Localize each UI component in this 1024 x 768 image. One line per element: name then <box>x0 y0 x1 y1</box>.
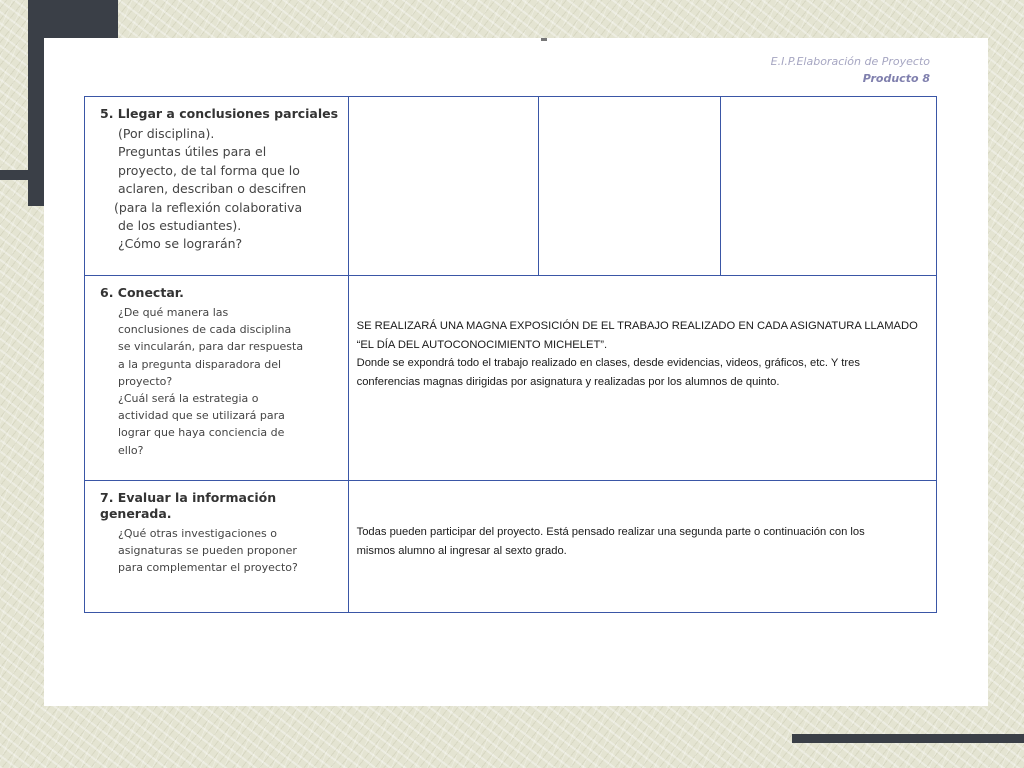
description-line: (para la reflexión colaborativa <box>114 199 303 215</box>
description-line: de los estudiantes). <box>118 218 242 234</box>
description-line: ¿Cómo se lograrán? <box>118 236 243 252</box>
content-line: Donde se expondrá todo el trabajo realizado en clases, desde evidencias, videos, gráficos, etc. Y tres <box>356 357 860 370</box>
page-header <box>771 53 930 87</box>
content-line: conferencias magnas dirigidas por asignatura y realizadas por los alumnos de quinto. <box>356 375 780 388</box>
content-line: mismos alumno al ingresar al sexto grado. <box>356 544 567 557</box>
description-line: (Por disciplina). <box>118 126 215 141</box>
page-marker <box>541 38 547 41</box>
table-row-conclusions <box>85 97 937 276</box>
row-description <box>118 525 348 577</box>
description-line: para complementar el proyecto? <box>118 561 298 575</box>
row-content <box>349 317 936 391</box>
content-line: SE REALIZARÁ UNA MAGNA EXPOSICIÓN DE EL TRABAJO REALIZADO EN CADA ASIGNATURA LLAMADO <box>356 320 918 332</box>
description-line: lograr que haya conciencia de <box>118 426 285 440</box>
row-label-cell <box>85 97 349 276</box>
slide-page <box>44 38 988 706</box>
content-line: Todas pueden participar del proyecto. Está pensado realizar una segunda parte o continuación con los <box>356 526 865 538</box>
empty-cell <box>721 97 937 276</box>
description-line: conclusiones de cada disciplina <box>118 323 292 337</box>
row-label-cell <box>85 481 349 613</box>
project-table <box>84 96 937 613</box>
description-line: ello? <box>118 443 144 457</box>
table-row-connect <box>85 276 937 481</box>
description-line: se vincularán, para dar respuesta <box>118 340 304 354</box>
row-content-cell <box>348 481 936 613</box>
row-heading: 7. Evaluar la información generada. <box>100 490 277 521</box>
description-line: ¿Qué otras investigaciones o <box>118 527 277 540</box>
description-line: proyecto, de tal forma que lo <box>118 162 300 178</box>
row-description <box>118 304 348 459</box>
description-line: ¿Cuál será la estrategia o <box>118 392 259 406</box>
decorative-bar-right <box>792 734 1024 743</box>
row-heading: 5. Llegar a conclusiones parciales <box>100 106 339 121</box>
table-row-evaluate <box>85 481 937 613</box>
description-line: ¿De qué manera las <box>118 306 229 319</box>
description-line: asignaturas se pueden proponer <box>118 544 297 558</box>
content-line: “EL DÍA DEL AUTOCONOCIMIENTO MICHELET”. <box>356 338 608 351</box>
row-content-cell <box>348 276 936 481</box>
description-line: Preguntas útiles para el <box>118 144 267 160</box>
row-label-cell <box>85 276 349 481</box>
row-description <box>114 125 348 254</box>
empty-cell <box>539 97 721 276</box>
empty-cell <box>348 97 538 276</box>
row-content <box>349 523 936 560</box>
description-line: proyecto? <box>118 374 173 388</box>
header-product-label: Producto 8 <box>862 72 930 85</box>
decorative-bar-left <box>0 170 44 180</box>
description-line: aclaren, describan o descifren <box>118 181 307 197</box>
description-line: actividad que se utilizará para <box>118 409 285 423</box>
row-heading: 6. Conectar. <box>100 285 184 300</box>
description-line: a la pregunta disparadora del <box>118 357 282 371</box>
header-project-title: E.I.P.Elaboración de Proyecto <box>770 55 930 68</box>
